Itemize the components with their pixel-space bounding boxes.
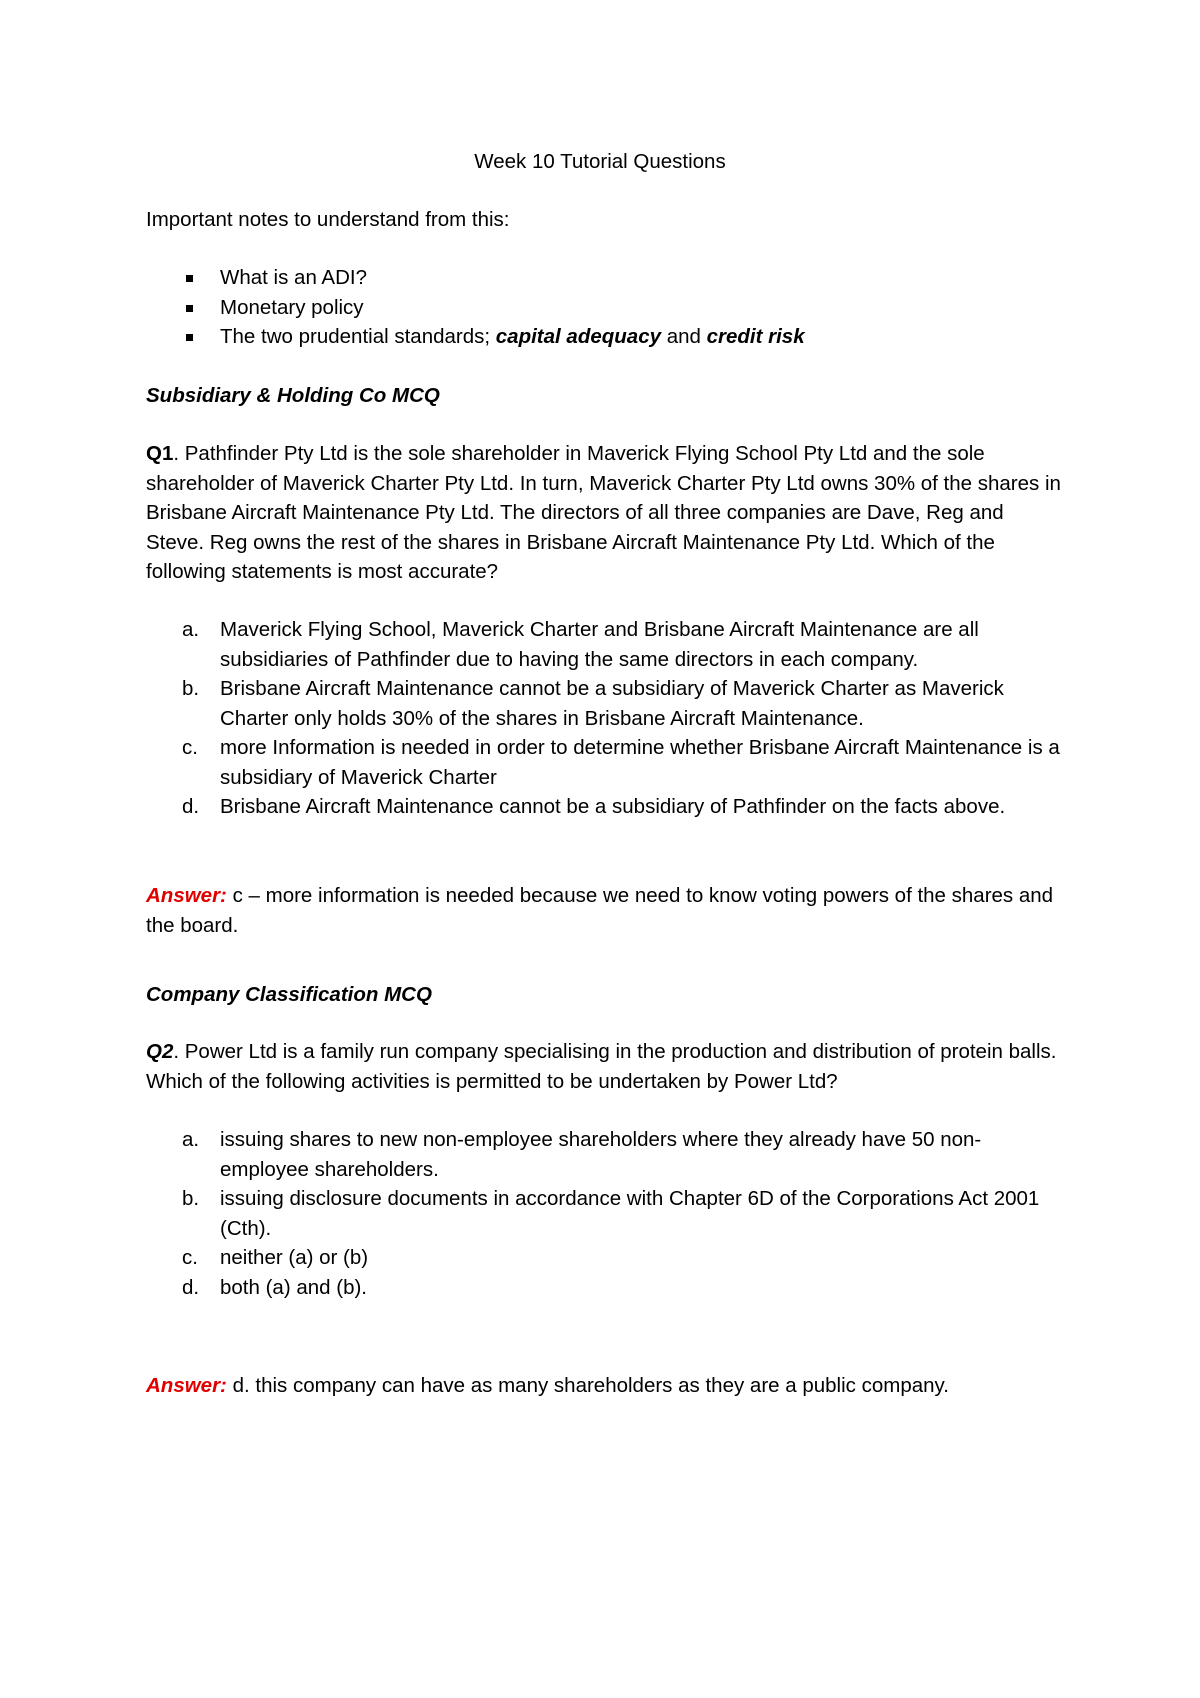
question-2: Q2. Power Ltd is a family run company specialising in the production and distribution of protein balls. Which of the following activities is permitted to be undertaken by Power Ltd? [146,1040,1057,1093]
list-item: The two prudential standards; capital adequacy and credit risk [146,322,1066,352]
section2-heading: Company Classification MCQ [146,983,432,1006]
list-item: d. both (a) and (b). [182,1275,367,1299]
answer-1: Answer: c – more information is needed because we need to know voting powers of the shares and the board. [146,884,1054,937]
list-item: b. Brisbane Aircraft Maintenance cannot be a subsidiary of Maverick Charter as Maverick Charter only holds 30% of the shares in Brisbane Aircraft Maintenance. [182,677,1004,730]
list-item: d. Brisbane Aircraft Maintenance cannot be a subsidiary of Pathfinder on the facts above. [182,795,1006,818]
square-bullet-icon [186,334,193,341]
page-title: Week 10 Tutorial Questions [474,150,726,173]
list-item: b. issuing disclosure documents in accordance with Chapter 6D of the Corporations Act 2001 (Cth). [182,1187,1040,1240]
q2-options [146,1125,1066,1302]
list-item: a. issuing shares to new non-employee shareholders where they already have 50 non-employee shareholders. [182,1128,982,1181]
section1-heading: Subsidiary & Holding Co MCQ [146,384,440,407]
square-bullet-icon [186,305,193,312]
question-1: Q1. Pathfinder Pty Ltd is the sole shareholder in Maverick Flying School Pty Ltd and the sole shareholder of Maverick Charter Pty Ltd. In turn, Maverick Charter Pty Ltd owns 30% of the shares in Brisbane Aircraft Maintenance Pty Ltd. The directors of all three companies are Dave, Reg and Steve. Reg owns the rest of the shares in Brisbane Aircraft Maintenance Pty Ltd. Which of the following statements is most accurate? [146,442,1061,583]
q1-options [146,615,1066,822]
list-item: c. neither (a) or (b) [182,1246,369,1269]
intro-text: Important notes to understand from this: [146,208,510,231]
notes-list [146,263,1066,352]
list-item: c. more Information is needed in order to determine whether Brisbane Aircraft Maintenance is a subsidiary of Maverick Charter [182,736,1060,789]
list-item: What is an ADI? [146,263,1066,293]
list-item: a. Maverick Flying School, Maverick Charter and Brisbane Aircraft Maintenance are all subsidiaries of Pathfinder due to having the same directors in each company. [182,618,979,671]
answer-2: Answer: d. this company can have as many shareholders as they are a public company. [146,1374,949,1397]
square-bullet-icon [186,275,193,282]
list-item: Monetary policy [146,293,1066,323]
